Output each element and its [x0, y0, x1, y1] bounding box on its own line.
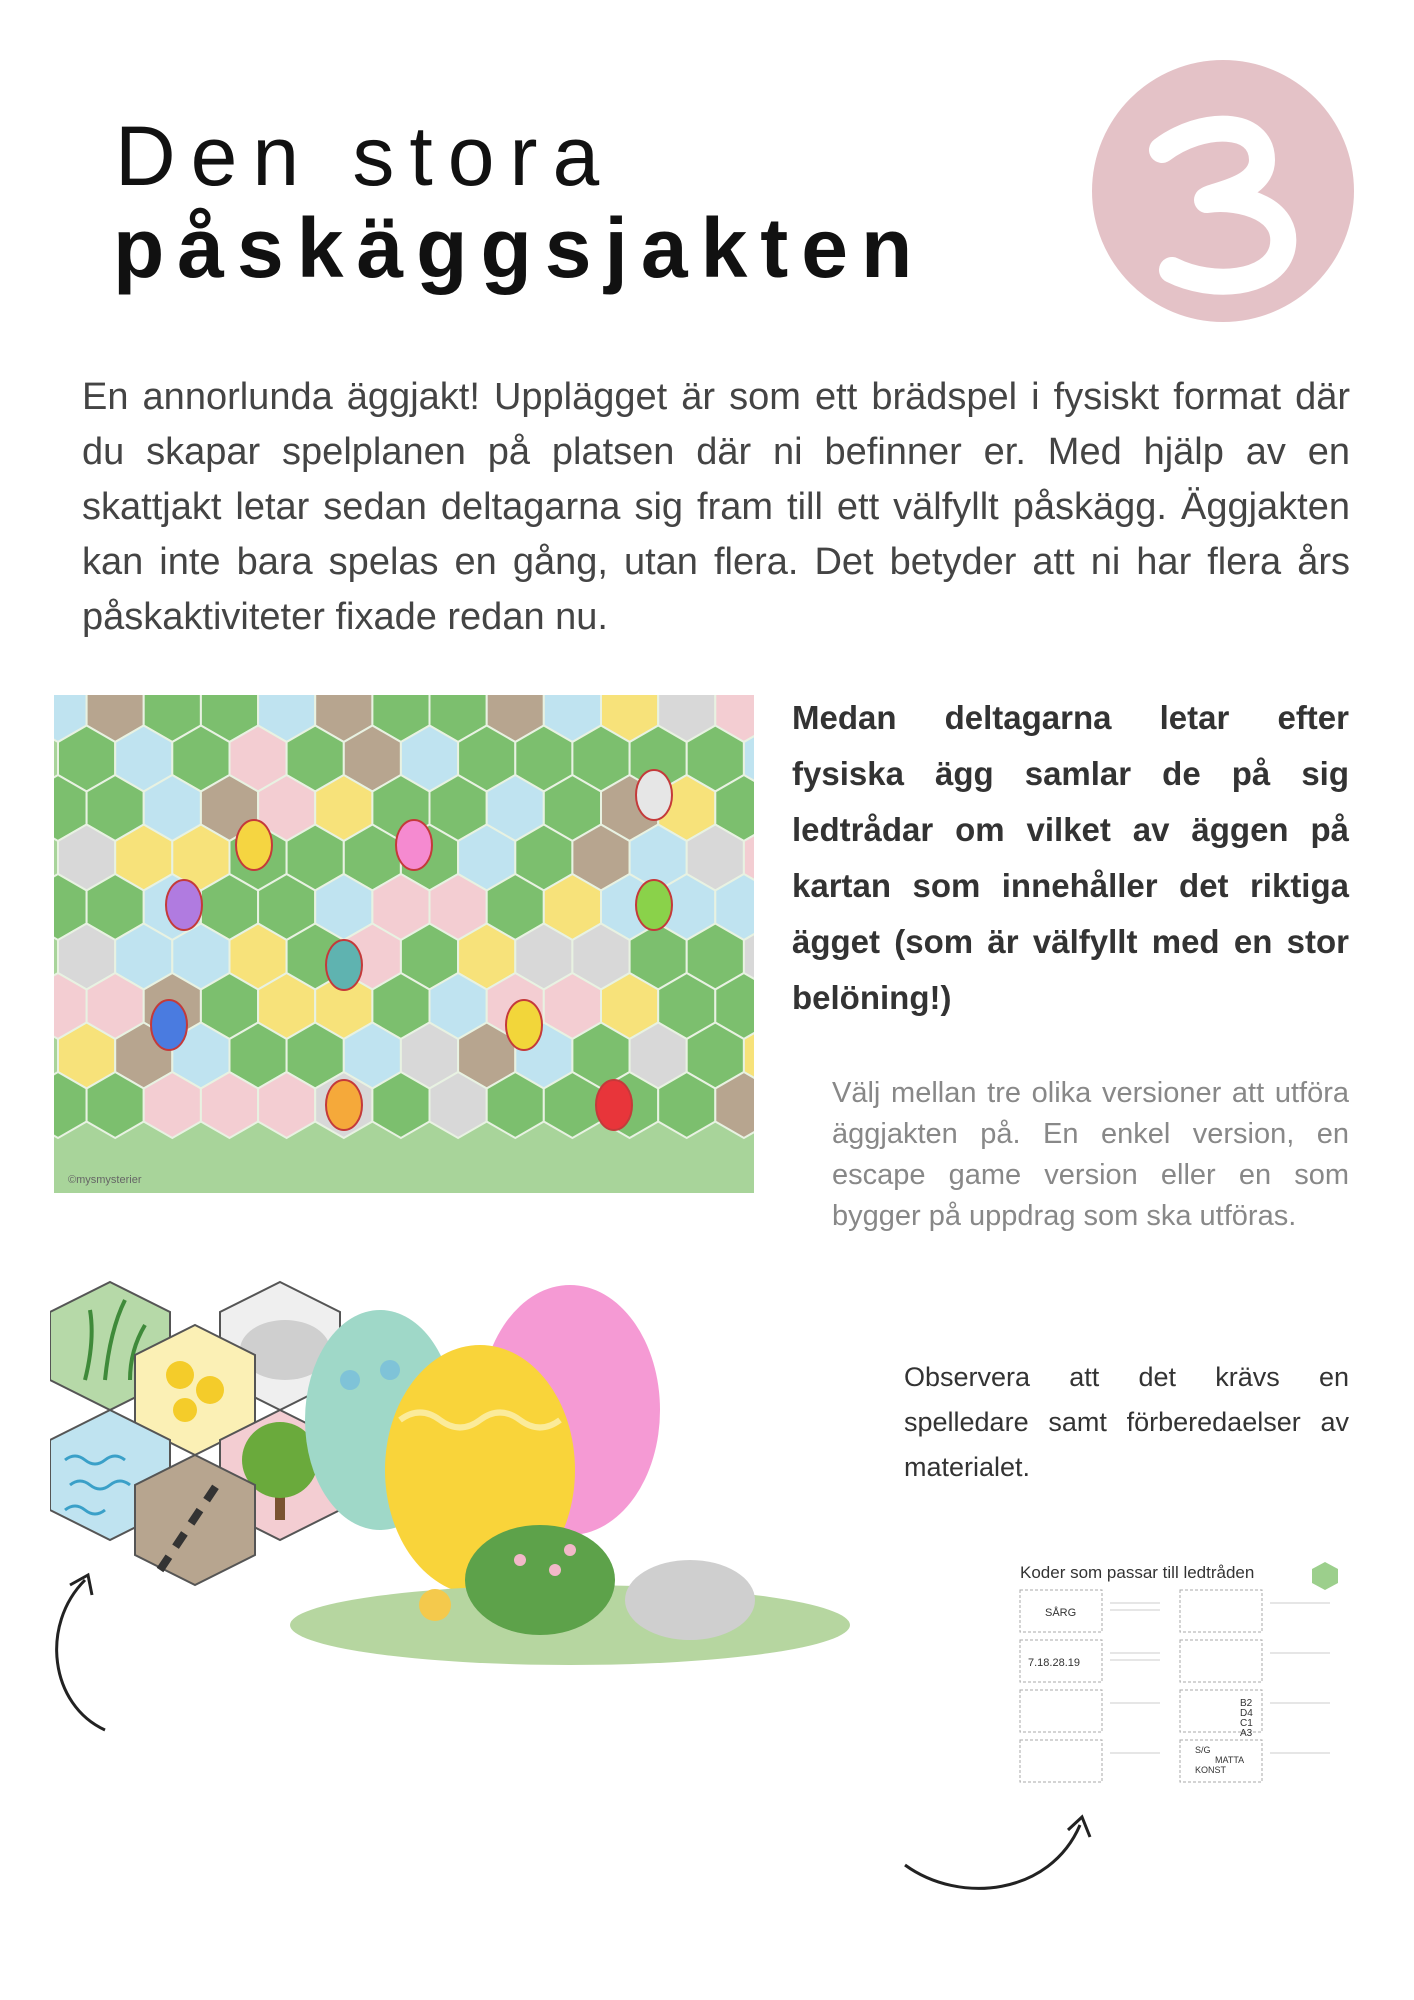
- board-watermark: ©mysmysterier: [68, 1174, 142, 1186]
- intro-paragraph: En annorlunda äggjakt! Upplägget är som ett brädspel i fysiskt format där du skapar spelplanen på platsen där ni befinner er. Med hjälp av en skattjakt letar sedan deltagarna sig fram till ett välfyllt påskägg. Äggjakten kan inte bara spelas en gång, utan flera. Det betyder att ni har flera års påskaktiviteter fixade redan nu.: [82, 376, 1350, 638]
- board-egg-icon: [151, 1000, 187, 1050]
- title-line-1: Den stora: [115, 109, 615, 203]
- card-title: Koder som passar till ledtråden: [1020, 1563, 1255, 1582]
- board-egg-icon: [636, 880, 672, 930]
- code-card-image: [1010, 1548, 1340, 1788]
- board-egg-icon: [326, 940, 362, 990]
- word-2: MATTA: [1215, 1755, 1245, 1765]
- b-letter-logo-icon: [1092, 60, 1354, 322]
- versions-paragraph: Välj mellan tre olika versioner att utföra äggjakten på. En enkel version, en escape game version eller en som bygger på uppdrag som ska utföras.: [832, 1077, 1349, 1232]
- word-3: KONST: [1195, 1765, 1227, 1775]
- board-egg-icon: [236, 820, 272, 870]
- easter-collage-image: [50, 1270, 850, 1665]
- grid-2: D4: [1240, 1708, 1253, 1719]
- rock-icon: [625, 1560, 755, 1640]
- highlight-paragraph: Medan deltagarna letar efter fysiska ägg samlar de på sig ledtrådar om vilket av äggen på kartan som innehåller det riktiga ägget (som är välfyllt med en stor belöning!): [792, 699, 1349, 1016]
- board-egg-icon: [396, 820, 432, 870]
- board-egg-icon: [506, 1000, 542, 1050]
- grid-1: B2: [1240, 1698, 1253, 1709]
- flower-bush-icon: [465, 1525, 615, 1635]
- board-egg-icon: [596, 1080, 632, 1130]
- title-line-2: påskäggsjakten: [113, 201, 926, 295]
- chick-icon: [419, 1589, 451, 1621]
- curved-arrow-right-icon: [900, 1795, 1100, 1905]
- game-board-image: [54, 695, 754, 1193]
- code-2: 7.18.28.19: [1028, 1657, 1080, 1669]
- word-1: S/G: [1195, 1745, 1211, 1755]
- observe-paragraph: Observera att det krävs en spelledare samt förberedaelser av materialet.: [904, 1362, 1349, 1482]
- curved-arrow-up-icon: [40, 1565, 130, 1735]
- board-egg-icon: [326, 1080, 362, 1130]
- grid-3: C1: [1240, 1718, 1253, 1729]
- code-1: SÅRG: [1045, 1607, 1077, 1619]
- board-egg-icon: [636, 770, 672, 820]
- board-egg-icon: [166, 880, 202, 930]
- grid-4: A3: [1240, 1728, 1253, 1739]
